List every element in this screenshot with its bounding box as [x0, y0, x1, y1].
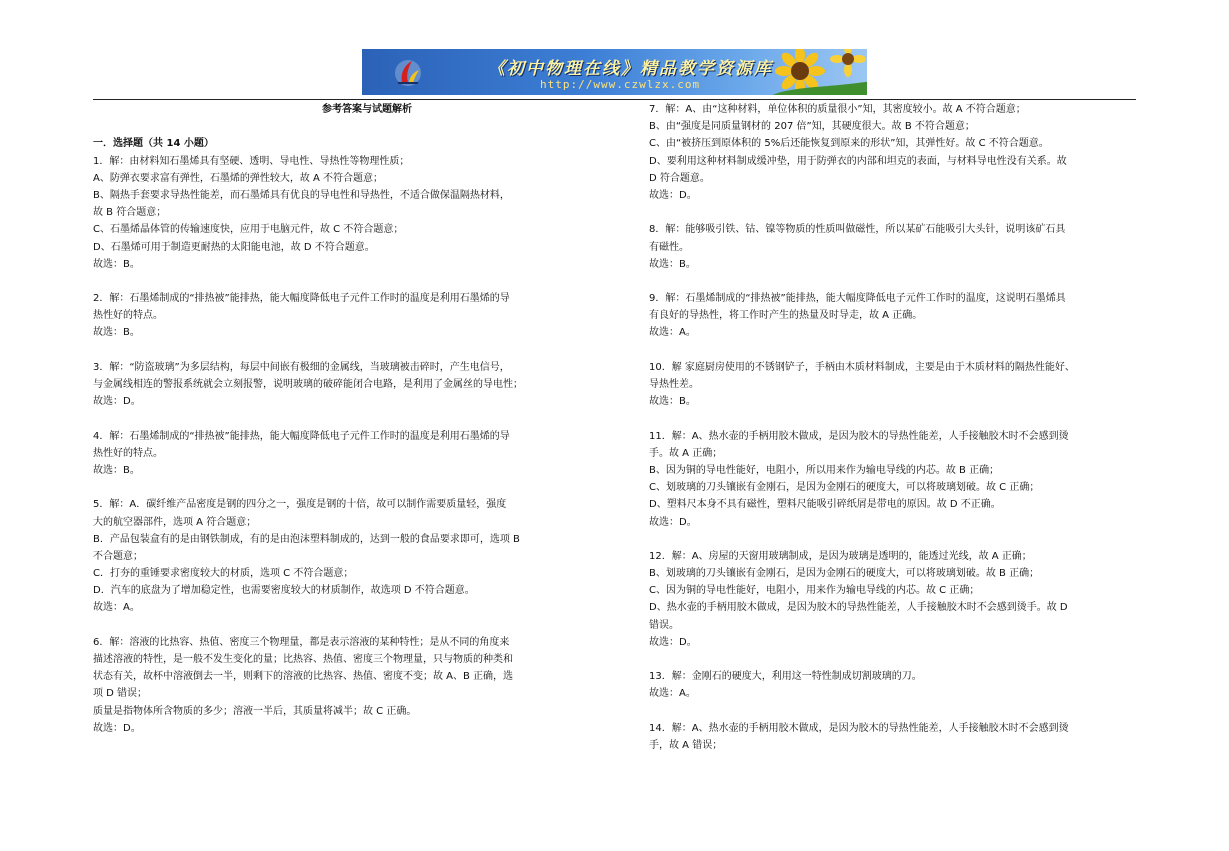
answer-line: A、防弹衣要求富有弹性，石墨烯的弹性较大，故 A 不符合题意；: [93, 172, 384, 184]
answer-13: [649, 668, 1136, 702]
answer-line: C、由“被挤压到原体积的 5%后还能恢复到原来的形状”知，其弹性好。故 C 不符合题意。: [649, 138, 1049, 150]
answer-line: 9．解：石墨烯制成的“排热被”能排热，能大幅度降低电子元件工作时的温度，这说明石墨烯具: [649, 293, 1066, 305]
answer-7: [649, 101, 1136, 204]
answer-line: 3．解：“防盗玻璃”为多层结构，每层中间嵌有极细的金属线，当玻璃被击碎时，产生电信号，: [93, 361, 510, 373]
answer-line: 13．解：金刚石的硬度大，利用这一特性制成切割玻璃的刀。: [649, 671, 922, 683]
answer-line: 6．解：溶液的比热容、热值、密度三个物理量，都是表示溶液的某种特性；是从不同的角度来: [93, 636, 510, 648]
answer-4: [93, 428, 641, 480]
banner-title: 《初中物理在线》精品教学资源库: [488, 59, 773, 79]
header-rule: [93, 99, 1136, 100]
answer-line: 故选：B。: [93, 327, 140, 339]
answer-11: [649, 428, 1136, 531]
answer-line: D、塑料尺本身不具有磁性，塑料尺能吸引碎纸屑是带电的原因。故 D 不正确。: [649, 499, 1001, 511]
answer-line: 错误。: [649, 619, 679, 631]
answer-line: 故选：B。: [649, 396, 696, 408]
page-title: 参考答案与试题解析: [322, 104, 412, 115]
left-column: [93, 101, 641, 737]
answer-line: 7．解：A、由“这种材料，单位体积的质量很小”知，其密度较小。故 A 不符合题意；: [649, 104, 1026, 115]
answer-line: 故选：B。: [649, 258, 696, 270]
answer-line: 故选：D。: [649, 516, 697, 528]
answer-2: [93, 290, 641, 342]
answer-line: 描述溶液的特性，是一般不发生变化的量；比热容、热值、密度三个物理量，只与物质的种类和: [93, 654, 513, 665]
answer-line: 5．解：A．碳纤维产品密度是钢的四分之一，强度是钢的十倍，故可以制作需要质量轻，强度: [93, 499, 507, 511]
answer-line: 1．解：由材料知石墨烯具有坚硬、透明、导电性、导热性等物理性质；: [93, 155, 410, 167]
answer-line: B．产品包装盒有的是由钢铁制成，有的是由泡沫塑料制成的，达到一般的食品要求即可，选项 B: [93, 533, 520, 545]
answer-line: 状态有关，故杯中溶液倒去一半，则剩下的溶液的比热容、热值、密度不变；故 A、B 正确，选: [93, 671, 514, 683]
answer-line: 12．解：A、房屋的天窗用玻璃制成，是因为玻璃是透明的，能透过光线，故 A 正确；: [649, 550, 1032, 562]
answer-3: [93, 359, 641, 411]
answer-line: 项 D 错误；: [93, 688, 148, 700]
answer-line: 故选：D。: [93, 722, 141, 734]
answer-line: 故选：D。: [649, 636, 697, 648]
answer-line: 2．解：石墨烯制成的“排热被”能排热，能大幅度降低电子元件工作时的温度是利用石墨烯的导: [93, 293, 510, 305]
answer-line: D、热水壶的手柄用胶木做成，是因为胶木的导热性能差，人手接触胶木时不会感到烫手。故 D: [649, 602, 1068, 614]
answer-6: [93, 634, 641, 737]
answer-line: 手，故 A 错误；: [649, 739, 723, 751]
answer-14: [649, 720, 1136, 754]
answer-line: 4．解：石墨烯制成的“排热被”能排热，能大幅度降低电子元件工作时的温度是利用石墨烯的导: [93, 430, 510, 442]
answer-line: 热性好的特点。: [93, 447, 163, 459]
answer-line: 有磁性。: [649, 241, 689, 253]
answer-line: 故选：A。: [93, 602, 140, 614]
answer-line: 故选：D。: [93, 396, 141, 408]
answer-10: [649, 359, 1136, 411]
answer-line: 故选：B。: [93, 464, 140, 476]
answer-line: 不合题意；: [93, 550, 143, 562]
answer-12: [649, 548, 1136, 651]
answer-line: 热性好的特点。: [93, 310, 163, 322]
sunflower-image: [762, 49, 867, 95]
header-banner: [362, 49, 867, 95]
answer-line: B、划玻璃的刀头镶嵌有金刚石，是因为金刚石的硬度大，可以将玻璃划破。故 B 正确；: [649, 568, 1040, 580]
answer-line: B、由“强度是同质量钢材的 207 倍”知，其硬度很大。故 B 不符合题意；: [649, 121, 975, 133]
answer-line: B、隔热手套要求导热性能差，而石墨烯具有优良的导电性和导热性，不适合做保温隔热材料，: [93, 189, 510, 201]
answer-5: [93, 496, 641, 616]
answer-line: 故选：B。: [93, 258, 140, 270]
answer-1: [93, 153, 641, 273]
answer-line: 故选：A。: [649, 327, 696, 339]
answer-line: D．汽车的底盘为了增加稳定性，也需要密度较大的材质制作，故选项 D 不符合题意。: [93, 585, 475, 597]
answer-line: D、石墨烯可用于制造更耐热的太阳能电池，故 D 不符合题意。: [93, 241, 375, 253]
section-heading: 一．选择题（共 14 小题）: [93, 138, 214, 150]
answer-line: 10．解 家庭厨房使用的不锈钢铲子，手柄由木质材料制成，主要是由于木质材料的隔热性能好、: [649, 361, 1075, 373]
logo-icon: [392, 56, 424, 88]
answer-line: C、因为铜的导电性能好，电阻小，用来作为输电导线的内芯。故 C 正确；: [649, 585, 980, 597]
answer-line: 与金属线相连的警报系统就会立刻报警，说明玻璃的破碎能闭合电路，是利用了金属丝的导电性；: [93, 379, 523, 390]
answer-line: 11．解：A、热水壶的手柄用胶木做成，是因为胶木的导热性能差，人手接触胶木时不会感到烫: [649, 430, 1069, 442]
answer-8: [649, 221, 1136, 273]
right-column: [649, 101, 1136, 754]
answer-line: C、石墨烯晶体管的传输速度快，应用于电脑元件，故 C 不符合题意；: [93, 224, 404, 236]
answer-line: 8．解：能够吸引铁、钴、镍等物质的性质叫做磁性，所以某矿石能吸引大头针，说明该矿石具: [649, 224, 1066, 236]
answer-line: 手。故 A 正确；: [649, 447, 723, 459]
answer-9: [649, 290, 1136, 342]
answer-line: 14．解：A、热水壶的手柄用胶木做成，是因为胶木的导热性能差，人手接触胶木时不会感到烫: [649, 722, 1069, 734]
banner-url: http://www.czwlzx.com: [540, 78, 701, 91]
answer-line: 导热性差。: [649, 379, 699, 390]
answer-line: 故选：D。: [649, 189, 697, 201]
answer-line: D 符合题意。: [649, 172, 710, 184]
answer-line: C．打夯的重锤要求密度较大的材质，选项 C 不符合题意；: [93, 568, 354, 580]
answer-line: 故 B 符合题意；: [93, 207, 167, 219]
answer-line: 大的航空器部件，选项 A 符合题意；: [93, 516, 257, 528]
answer-line: D、要利用这种材料制成缓冲垫，用于防弹衣的内部和坦克的表面，与材料导电性没有关系。故: [649, 155, 1067, 167]
answer-line: 故选：A。: [649, 688, 696, 700]
answer-line: 有良好的导热性，将工作时产生的热量及时导走，故 A 正确。: [649, 310, 923, 322]
answer-line: C、划玻璃的刀头镶嵌有金刚石，是因为金刚石的硬度大，可以将玻璃划破。故 C 正确；: [649, 482, 1040, 494]
answer-line: 质量是指物体所含物质的多少；溶液一半后，其质量将减半；故 C 正确。: [93, 705, 417, 717]
answer-line: B、因为铜的导电性能好，电阻小，所以用来作为输电导线的内芯。故 B 正确；: [649, 464, 1000, 476]
